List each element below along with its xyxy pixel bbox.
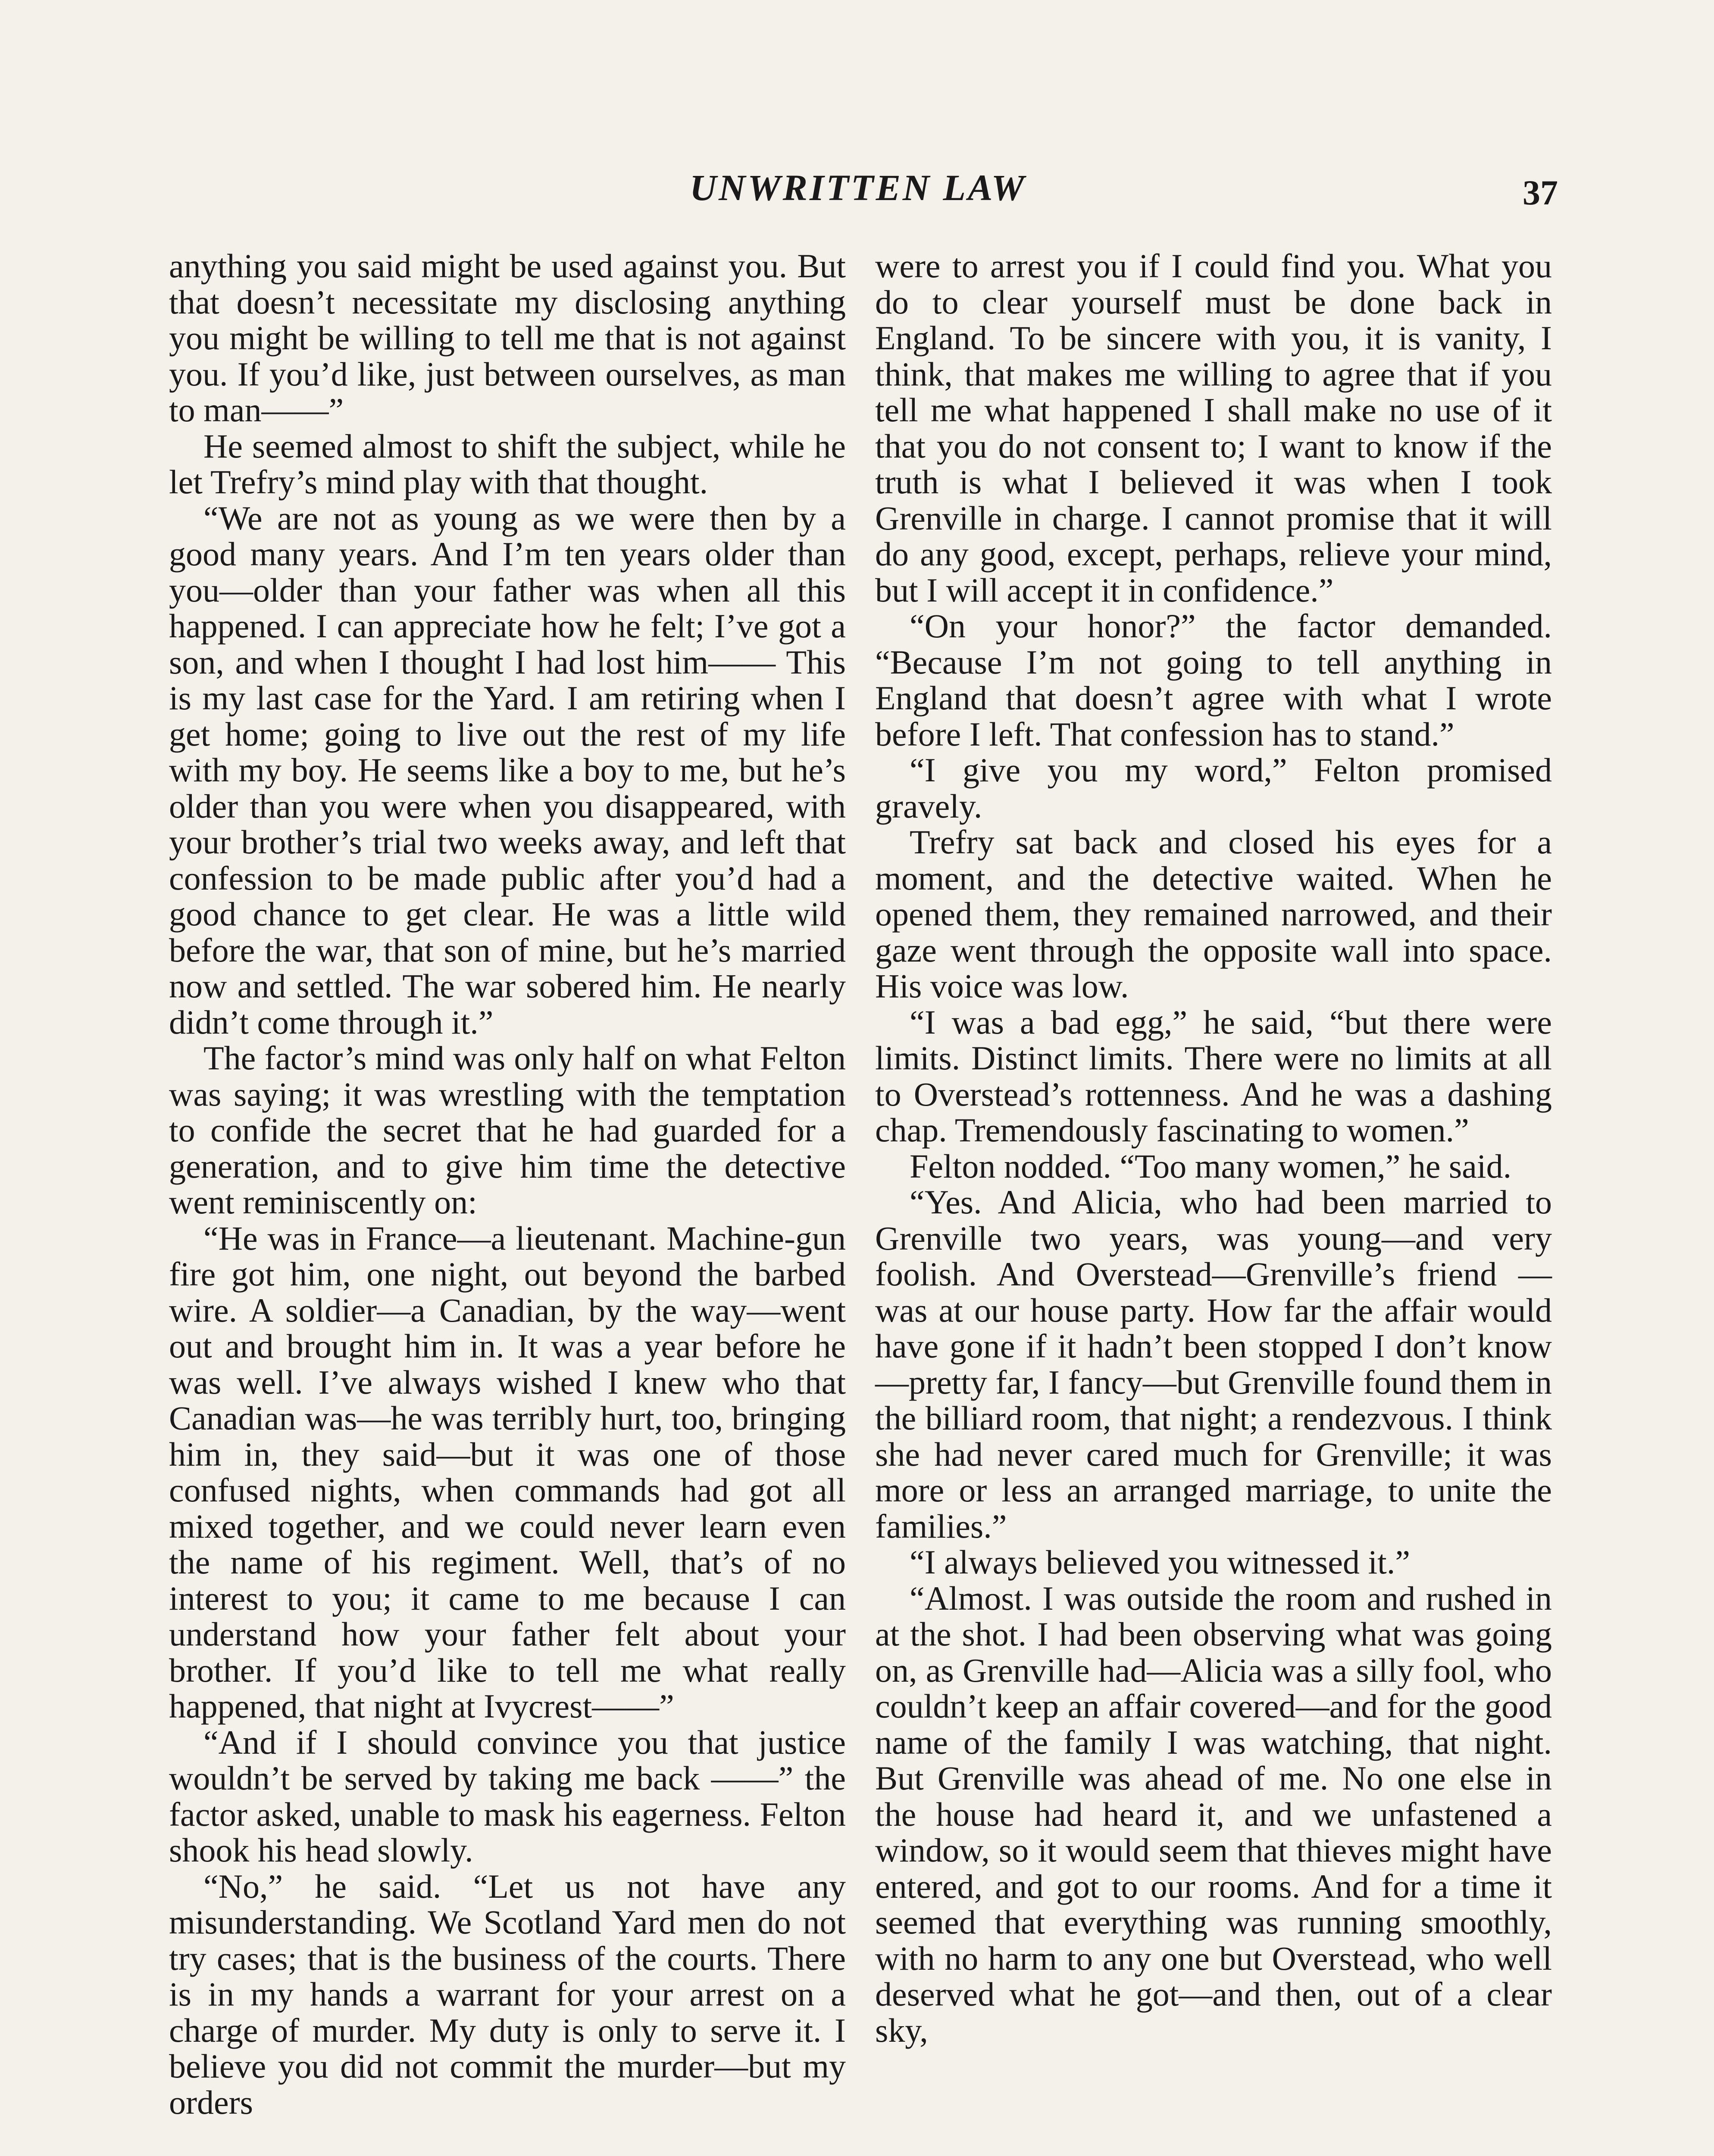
paragraph: “He was in France—a lieutenant. Machine-gun fire got him, one night, out beyond the barbed wire. A soldier—a Canadian, by the way—went out and brought him in. It was a year before he was well. I’ve always wished I knew who that Canadian was—he was terribly hurt, too, bringing him in, they said—but it was one of those confused nights, when commands had got all mixed together, and we could never learn even the name of his regiment. Well, that’s of no interest to you; it came to me because I can understand how your father felt about your brother. If you’d like to tell me what really happened, that night at Ivycrest——” bbox=[169, 1219, 846, 1725]
paragraph: “Almost. I was outside the room and rushed in at the shot. I had been observing what was going on, as Grenville had—Alicia was a silly fool, who couldn’t keep an affair covered—and for the good name of the family I was watching, that night. But Grenville was ahead of me. No one else in the house had heard it, and we unfastened a window, so it would seem that thieves might have entered, and got to our rooms. And for a time it seemed that everything was running smoothly, with no harm to any one but Overstead, who well deserved what he got—and then, out of a clear sky, bbox=[875, 1579, 1552, 2049]
right-text-column bbox=[875, 248, 1552, 2048]
paragraph: Trefry sat back and closed his eyes for a moment, and the detective waited. When he opened them, they remained narrowed, and their gaze went through the opposite wall into space. His voice was low. bbox=[875, 823, 1552, 1005]
paragraph: The factor’s mind was only half on what Felton was saying; it was wrestling with the temptation to confide the secret that he had guarded for a generation, and to give him time the detective went reminiscently on: bbox=[169, 1039, 846, 1221]
paragraph: “And if I should convince you that justice wouldn’t be served by taking me back ——” the factor asked, unable to mask his eagerness. Felton shook his head slowly. bbox=[169, 1723, 846, 1869]
paragraph: Felton nodded. “Too many women,” he said. bbox=[910, 1147, 1512, 1185]
paragraph: “I always believed you witnessed it.” bbox=[910, 1543, 1410, 1581]
paragraph: were to arrest you if I could find you. What you do to clear yourself must be done back in England. To be sincere with you, it is vanity, I think, that makes me willing to agree that if you tell me what happened I shall make no use of it that you do not consent to; I want to know if the truth is what I believed it was when I took Grenville in charge. I cannot promise that it will do any good, except, perhaps, relieve your mind, but I will accept it in confidence.” bbox=[875, 247, 1552, 609]
paragraph: anything you said might be used against you. But that doesn’t necessitate my disclosing anything you might be willing to tell me that is not against you. If you’d like, just between ourselves, as man to man——” bbox=[169, 247, 846, 429]
paragraph: “I was a bad egg,” he said, “but there were limits. Distinct limits. There were no limits at all to Overstead’s rottenness. And he was a dashing chap. Tremendously fascinating to women.” bbox=[875, 1003, 1552, 1149]
left-text-column bbox=[169, 248, 846, 2120]
paragraph: “No,” he said. “Let us not have any misunderstanding. We Scotland Yard men do not try cases; that is the business of the courts. There is in my hands a warrant for your arrest on a charge of murder. My duty is only to serve it. I believe you did not commit the murder—but my orders bbox=[169, 1867, 846, 2121]
paragraph: He seemed almost to shift the subject, while he let Trefry’s mind play with that thought. bbox=[169, 427, 846, 501]
page-number: 37 bbox=[1523, 173, 1558, 212]
running-header-title: UNWRITTEN LAW bbox=[690, 167, 1027, 208]
paragraph: “I give you my word,” Felton promised gravely. bbox=[875, 751, 1552, 825]
paragraph: “We are not as young as we were then by a good many years. And I’m ten years older than you—older than your father was when all this happened. I can appreciate how he felt; I’ve got a son, and when I thought I had lost him—— This is my last case for the Yard. I am retiring when I get home; going to live out the rest of my life with my boy. He seems like a boy to me, but he’s older than you were when you disappeared, with your brother’s trial two weeks away, and left that confession to be made public after you’d had a good chance to get clear. He was a little wild before the war, that son of mine, but he’s married now and settled. The war sobered him. He nearly didn’t come through it.” bbox=[169, 499, 846, 1041]
paragraph: “On your honor?” the factor demanded. “Because I’m not going to tell anything in England that doesn’t agree with what I wrote before I left. That confession has to stand.” bbox=[875, 607, 1552, 753]
paragraph: “Yes. And Alicia, who had been married to Grenville two years, was young—and very foolish. And Overstead—Grenville’s friend —was at our house party. How far the affair would have gone if it hadn’t been stopped I don’t know—pretty far, I fancy—but Grenville found them in the billiard room, that night; a rendezvous. I think she had never cared much for Grenville; it was more or less an arranged marriage, to unite the families.” bbox=[875, 1183, 1552, 1545]
